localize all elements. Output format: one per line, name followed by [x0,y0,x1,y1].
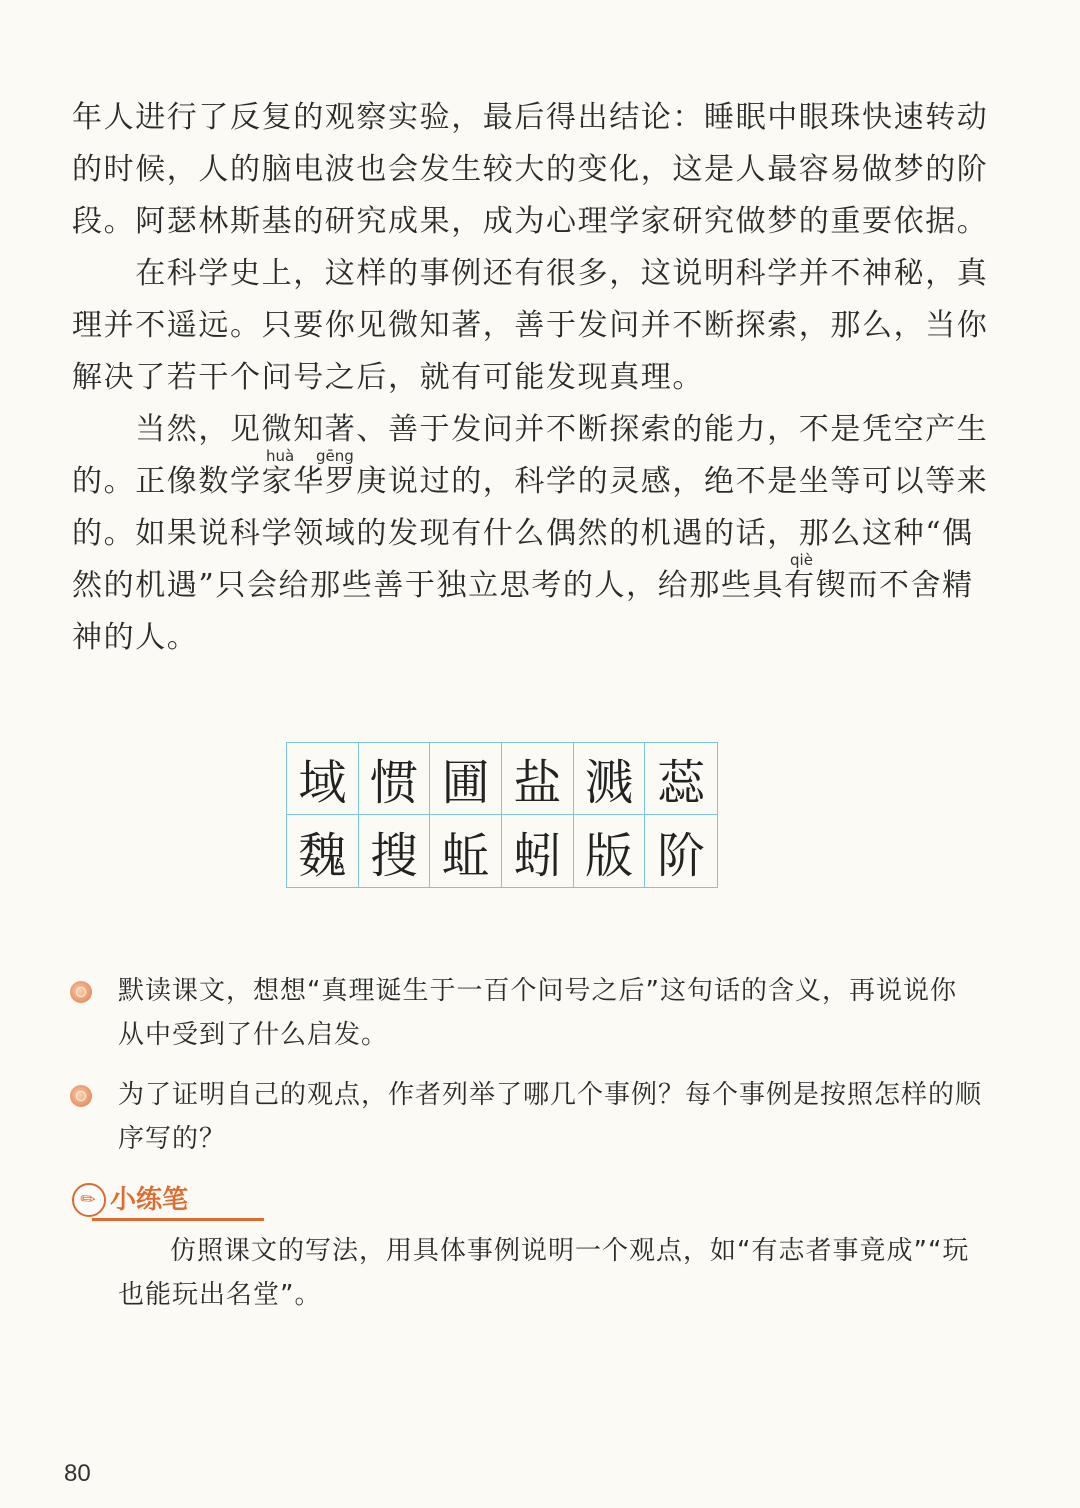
body-line: 段。阿瑟林斯基的研究成果，成为心理学家研究做梦的重要依据。 [72,204,989,239]
question-line: 从中受到了什么启发。 [118,1020,389,1050]
question-circle-icon [70,981,92,1003]
body-line: 然的机遇”只会给那些善于独立思考的人，给那些具有锲而不舍精 [72,568,974,603]
character-cell: 魏 [287,815,359,887]
pinyin-annotation: huà [266,447,295,465]
body-line: 神的人。 [72,620,199,655]
practice-line: 仿照课文的写法，用具体事例说明一个观点，如“有志者事竟成”“玩 [170,1236,970,1266]
character-grid [286,742,718,888]
page-number: 80 [64,1460,91,1487]
question-circle-icon [70,1085,92,1107]
character-cell: 蚯 [430,815,502,887]
character-cell: 惯 [359,743,431,815]
character-cell: 阶 [657,827,706,884]
practice-heading [72,1183,222,1219]
pen-icon: ✎ [72,1183,106,1217]
body-line: 在科学史上，这样的事例还有很多，这说明科学并不神秘，真 [72,256,989,291]
character-cell: 圃 [430,743,502,815]
body-line: 的时候，人的脑电波也会发生较大的变化，这是人最容易做梦的阶 [72,152,989,187]
practice-underline [92,1218,264,1221]
body-line: 解决了若干个问号之后，就有可能发现真理。 [72,360,704,395]
body-line: 年人进行了反复的观察实验，最后得出结论：睡眠中眼珠快速转动 [72,100,989,135]
practice-line: 也能玩出名堂”。 [118,1280,322,1310]
character-cell: 蚓 [502,815,574,887]
pinyin-annotation: qiè [790,551,813,569]
character-cell: 溅 [574,743,646,815]
character-cell: 版 [574,815,646,887]
practice-title: 小练笔 [110,1185,189,1215]
question-line: 序写的？ [118,1124,227,1154]
question-line: 为了证明自己的观点，作者列举了哪几个事例？每个事例是按照怎样的顺 [118,1080,983,1110]
body-line: 当然，见微知著、善于发问并不断探索的能力，不是凭空产生 [72,412,989,447]
body-line: 的。如果说科学领域的发现有什么偶然的机遇的话，那么这种“偶 [72,516,974,551]
pinyin-annotation: gēng [316,447,354,465]
character-cell: 盐 [502,743,574,815]
character-cell: 域 [287,743,359,815]
body-line: 的。正像数学家华罗庚说过的，科学的灵感，绝不是坐等可以等来 [72,464,989,499]
character-cell: 蕊 [645,743,717,815]
question-line: 默读课文，想想“真理诞生于一百个问号之后”这句话的含义，再说说你 [118,976,957,1006]
character-cell: 搜 [359,815,431,887]
body-line: 理并不遥远。只要你见微知著，善于发问并不断探索，那么，当你 [72,308,989,343]
